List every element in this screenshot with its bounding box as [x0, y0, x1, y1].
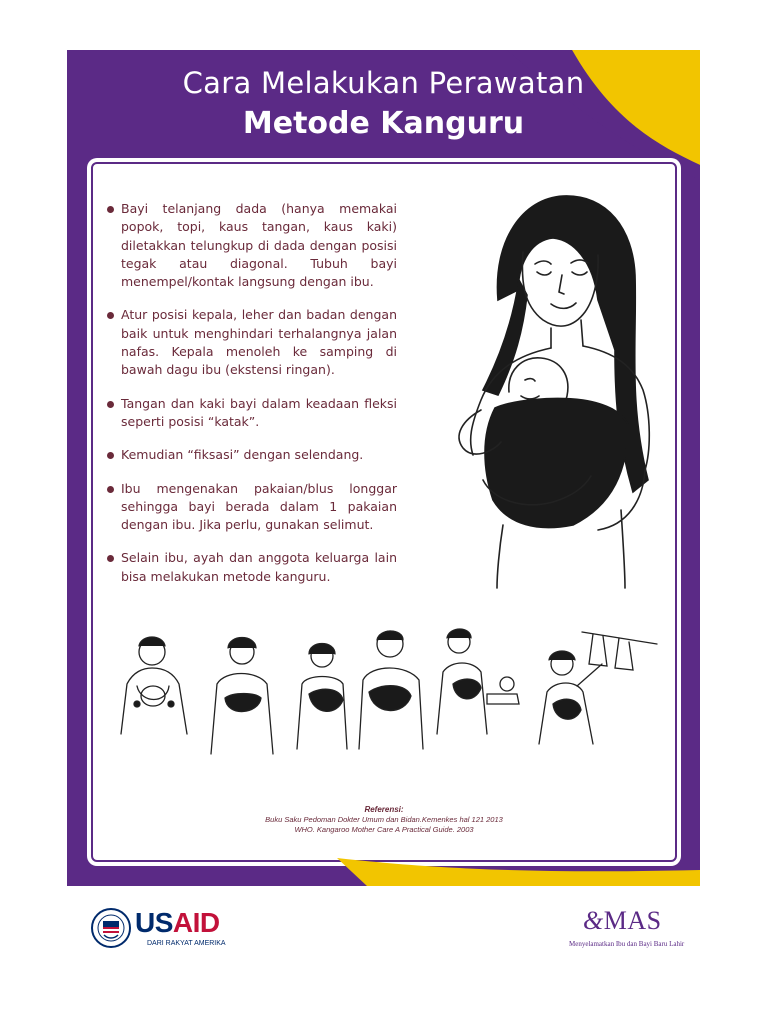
poster — [67, 50, 700, 970]
emas-logo — [583, 906, 662, 936]
couple-figure-3 — [297, 631, 423, 749]
content-panel — [91, 162, 677, 862]
bullet-item — [107, 306, 397, 379]
bullet-text: Ibu mengenakan pakaian/blus longgar sehingga bayi berada dalam 1 pakaian dengan ibu. Jika perlu, gunakan selimut. — [121, 480, 397, 533]
bullet-text: Bayi telanjang dada (hanya memakai popok, topi, kaus tangan, kaus kaki) diletakkan telungkup di dada dengan posisi tegak atau diagonal. Tubuh bayi menempel/kontak langsung dengan ibu. — [121, 201, 397, 290]
bullet-dot-icon — [107, 452, 114, 459]
bullet-dot-icon — [107, 401, 114, 408]
reference-line: Buku Saku Pedoman Dokter Umum dan Bidan.Kemenkes hal 121 2013 — [265, 815, 503, 824]
reference-line: WHO. Kangaroo Mother Care A Practical Guide. 2003 — [294, 825, 474, 834]
bullet-text: Atur posisi kepala, leher dan badan dengan baik untuk menghindari terhalangnya jalan nafas. Kepala menoleh ke samping di bawah dagu ibu (ekstensi ringan). — [121, 307, 397, 378]
emas-tagline: Menyelamatkan Ibu dan Bayi Baru Lahir — [569, 940, 685, 948]
bullet-text: Kemudian “fiksasi” dengan selendang. — [121, 447, 364, 463]
mother-kangaroo-illustration — [423, 180, 663, 590]
usaid-aid: AID — [172, 907, 220, 938]
bullet-item — [107, 480, 397, 535]
emas-amp: & — [583, 906, 604, 935]
reference-title: Referensi: — [364, 805, 404, 814]
usaid-tagline: DARI RAKYAT AMERIKA — [147, 940, 226, 947]
family-kangaroo-illustrations — [107, 624, 662, 774]
yellow-swoosh-bottom — [67, 850, 700, 890]
emas-name: MAS — [603, 906, 662, 935]
mother-laundry-figure-5 — [539, 632, 657, 744]
bullet-text: Selain ibu, ayah dan anggota keluarga lain bisa melakukan metode kanguru. — [121, 550, 397, 584]
bullet-dot-icon — [107, 555, 114, 562]
mother-figure-2 — [211, 638, 273, 755]
bullet-list — [107, 200, 397, 601]
bullet-dot-icon — [107, 312, 114, 319]
usaid-logo — [135, 907, 220, 939]
bullet-item — [107, 446, 397, 464]
bullet-dot-icon — [107, 486, 114, 493]
usaid-seal-icon — [91, 908, 131, 948]
title-line-1: Cara Melakukan Perawatan — [182, 66, 585, 100]
bullet-item — [107, 395, 397, 432]
bullet-item — [107, 200, 397, 291]
title-line-2: Metode Kanguru — [242, 106, 525, 141]
mother-cooking-figure-4 — [437, 629, 519, 734]
bullet-item — [107, 549, 397, 586]
bullet-text: Tangan dan kaki bayi dalam keadaan fleksi seperti posisi “katak”. — [121, 395, 397, 429]
father-figure-1 — [121, 637, 187, 734]
bullet-dot-icon — [107, 206, 114, 213]
usaid-us: US — [135, 907, 173, 938]
footer — [67, 886, 700, 970]
reference-block — [93, 804, 675, 835]
